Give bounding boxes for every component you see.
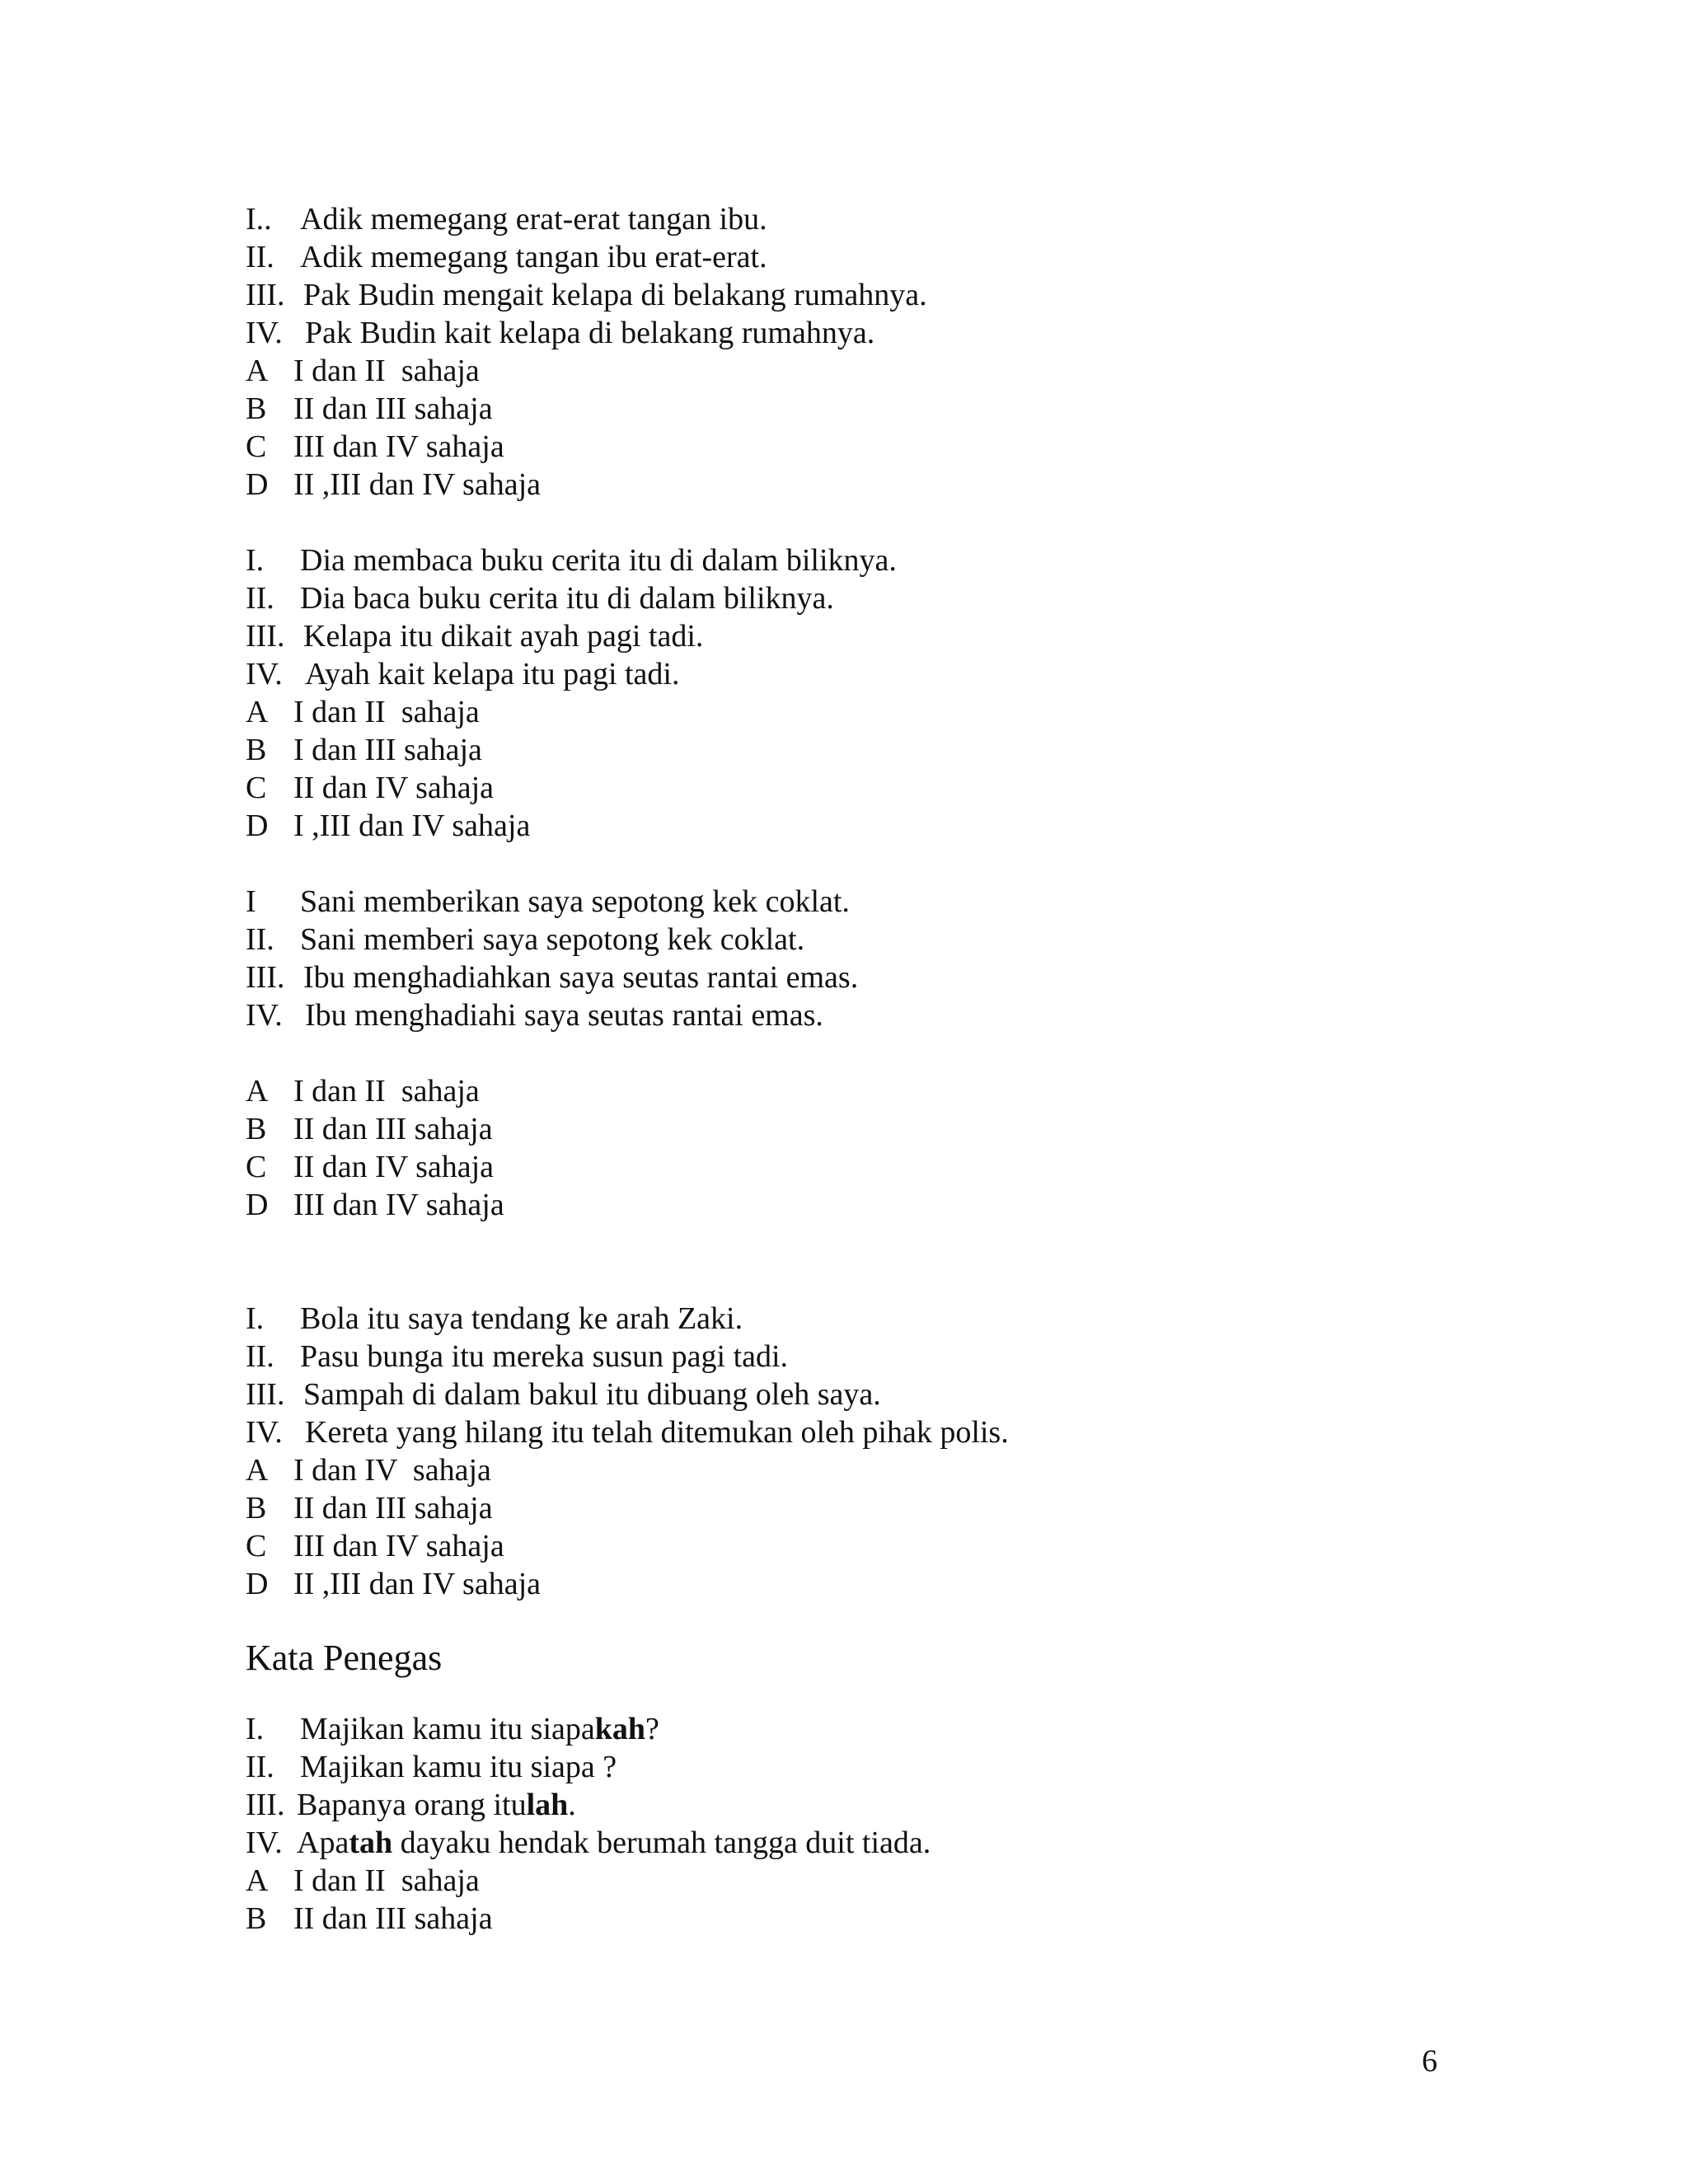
option-text: II dan IV sahaja [293,771,495,805]
question-block-1 [246,200,1564,504]
option-text: I dan IV sahaja [293,1453,491,1488]
option-letter: C [246,429,267,464]
option-text: I ,III dan IV sahaja [293,808,531,843]
statement-text: Bola itu saya tendang ke arah Zaki. [300,1301,743,1336]
statement-text: Majikan kamu itu siapa ? [300,1750,617,1784]
option-letter: C [246,1150,267,1184]
option-text: II dan III sahaja [293,391,493,426]
statement-3 [246,1376,1564,1413]
statement-1 [246,200,1564,238]
emphasis-particle: kah [594,1712,646,1746]
statement-4 [246,314,1564,352]
statement-text-pre: Apa [297,1825,349,1860]
option-b [246,1900,1564,1938]
option-c [246,769,1564,807]
spacer [246,1034,1564,1072]
document-body [246,200,1564,1938]
option-d [246,1186,1564,1224]
option-letter: D [246,808,269,843]
question-block-5 [246,1710,1564,1938]
statement-text: Pasu bunga itu mereka susun pagi tadi. [300,1339,789,1374]
option-letter: B [246,1491,267,1526]
statement-2 [246,1338,1564,1376]
statement-1 [246,1710,1564,1748]
option-d [246,807,1564,845]
option-letter: A [246,1453,269,1488]
statement-text: Ibu menghadiahkan saya seutas rantai emas. [303,960,859,995]
option-text: I dan II sahaja [293,1863,480,1898]
option-c [246,428,1564,466]
option-letter: B [246,1901,267,1936]
statement-text: Adik memegang tangan ibu erat-erat. [300,240,767,274]
statement-marker: II. [246,1750,274,1784]
section-heading: Kata Penegas [246,1638,443,1678]
statement-3 [246,617,1564,655]
statement-marker: I. [246,543,265,578]
option-text: II dan IV sahaja [293,1150,495,1184]
option-letter: A [246,1074,269,1108]
statement-2 [246,238,1564,276]
statement-marker: IV. [246,657,283,691]
option-d [246,466,1564,504]
statement-3 [246,958,1564,996]
statement-marker: III. [246,278,285,312]
option-a [246,352,1564,390]
statement-text: Ayah kait kelapa itu pagi tadi. [305,657,680,691]
statement-marker: IV. [246,998,283,1033]
option-letter: D [246,467,269,502]
option-text: III dan IV sahaja [293,1529,504,1563]
statement-2 [246,579,1564,617]
page-number: 6 [1422,2044,1437,2079]
statement-text: Pak Budin kait kelapa di belakang rumahnya. [305,316,875,350]
option-b [246,1489,1564,1527]
option-letter: D [246,1188,269,1222]
spacer [246,1224,1564,1300]
statement-text-pre: Majikan kamu itu siapa [300,1712,595,1746]
option-letter: B [246,733,267,767]
option-text: II dan III sahaja [293,1112,493,1146]
statement-marker: III. [246,619,285,654]
statement-text: Sani memberi saya sepotong kek coklat. [300,922,805,957]
option-text: II dan III sahaja [293,1491,493,1526]
emphasis-particle: tah [349,1825,393,1860]
option-text: II ,III dan IV sahaja [293,467,541,502]
statement-3 [246,1786,1564,1824]
option-text: I dan II sahaja [293,354,480,388]
spacer [246,504,1564,541]
statement-marker: I.. [246,202,272,237]
spacer [246,845,1564,883]
statement-marker: IV. [246,1415,283,1450]
statement-marker: III. [246,1788,285,1822]
statement-text: Dia baca buku cerita itu di dalam biliknya. [300,581,834,616]
option-text: I dan III sahaja [293,733,482,767]
statement-marker: II. [246,1339,274,1374]
statement-marker: I. [246,1712,265,1746]
option-b [246,390,1564,428]
statement-4 [246,1413,1564,1451]
statement-marker: III. [246,1377,285,1412]
option-letter: B [246,1112,267,1146]
emphasis-particle: lah [526,1788,569,1822]
option-b [246,1110,1564,1148]
statement-marker: I. [246,1301,265,1336]
statement-4 [246,1824,1564,1862]
statement-marker: II. [246,922,274,957]
question-block-4 [246,1300,1564,1603]
option-letter: B [246,391,267,426]
statement-1 [246,1300,1564,1338]
statement-2 [246,1748,1564,1786]
option-letter: A [246,354,269,388]
option-letter: C [246,771,267,805]
option-c [246,1527,1564,1565]
statement-text: Kelapa itu dikait ayah pagi tadi. [303,619,704,654]
option-text: III dan IV sahaja [293,429,504,464]
statement-text-pre: Bapanya orang itu [297,1788,527,1822]
statement-text: Pak Budin mengait kelapa di belakang rumahnya. [303,278,927,312]
statement-text: Ibu menghadiahi saya seutas rantai emas. [305,998,823,1033]
option-a [246,1451,1564,1489]
statement-marker: I [246,884,256,919]
statement-2 [246,921,1564,958]
statement-3 [246,276,1564,314]
option-text: II ,III dan IV sahaja [293,1567,541,1601]
question-block-3 [246,883,1564,1224]
statement-text-post: dayaku hendak berumah tangga duit tiada. [392,1825,931,1860]
option-b [246,731,1564,769]
option-text: II dan III sahaja [293,1901,493,1936]
option-a [246,1072,1564,1110]
statement-4 [246,996,1564,1034]
option-a [246,1862,1564,1900]
option-d [246,1565,1564,1603]
statement-text: Sani memberikan saya sepotong kek coklat. [300,884,850,919]
option-letter: A [246,695,269,729]
option-text: III dan IV sahaja [293,1188,504,1222]
statement-text: Adik memegang erat-erat tangan ibu. [300,202,767,237]
option-text: I dan II sahaja [293,1074,480,1108]
statement-marker: IV. [246,316,283,350]
statement-1 [246,883,1564,921]
statement-1 [246,541,1564,579]
statement-text: Dia membaca buku cerita itu di dalam biliknya. [300,543,897,578]
statement-text-post: . [568,1788,576,1822]
statement-marker: III. [246,960,285,995]
option-text: I dan II sahaja [293,695,480,729]
statement-text-post: ? [645,1712,659,1746]
statement-text: Sampah di dalam bakul itu dibuang oleh saya. [303,1377,881,1412]
option-letter: A [246,1863,269,1898]
statement-marker: II. [246,240,274,274]
statement-4 [246,655,1564,693]
statement-marker: II. [246,581,274,616]
question-block-2 [246,541,1564,845]
statement-text: Kereta yang hilang itu telah ditemukan oleh pihak polis. [305,1415,1009,1450]
option-a [246,693,1564,731]
option-letter: C [246,1529,267,1563]
option-letter: D [246,1567,269,1601]
option-c [246,1148,1564,1186]
statement-marker: IV. [246,1825,283,1860]
